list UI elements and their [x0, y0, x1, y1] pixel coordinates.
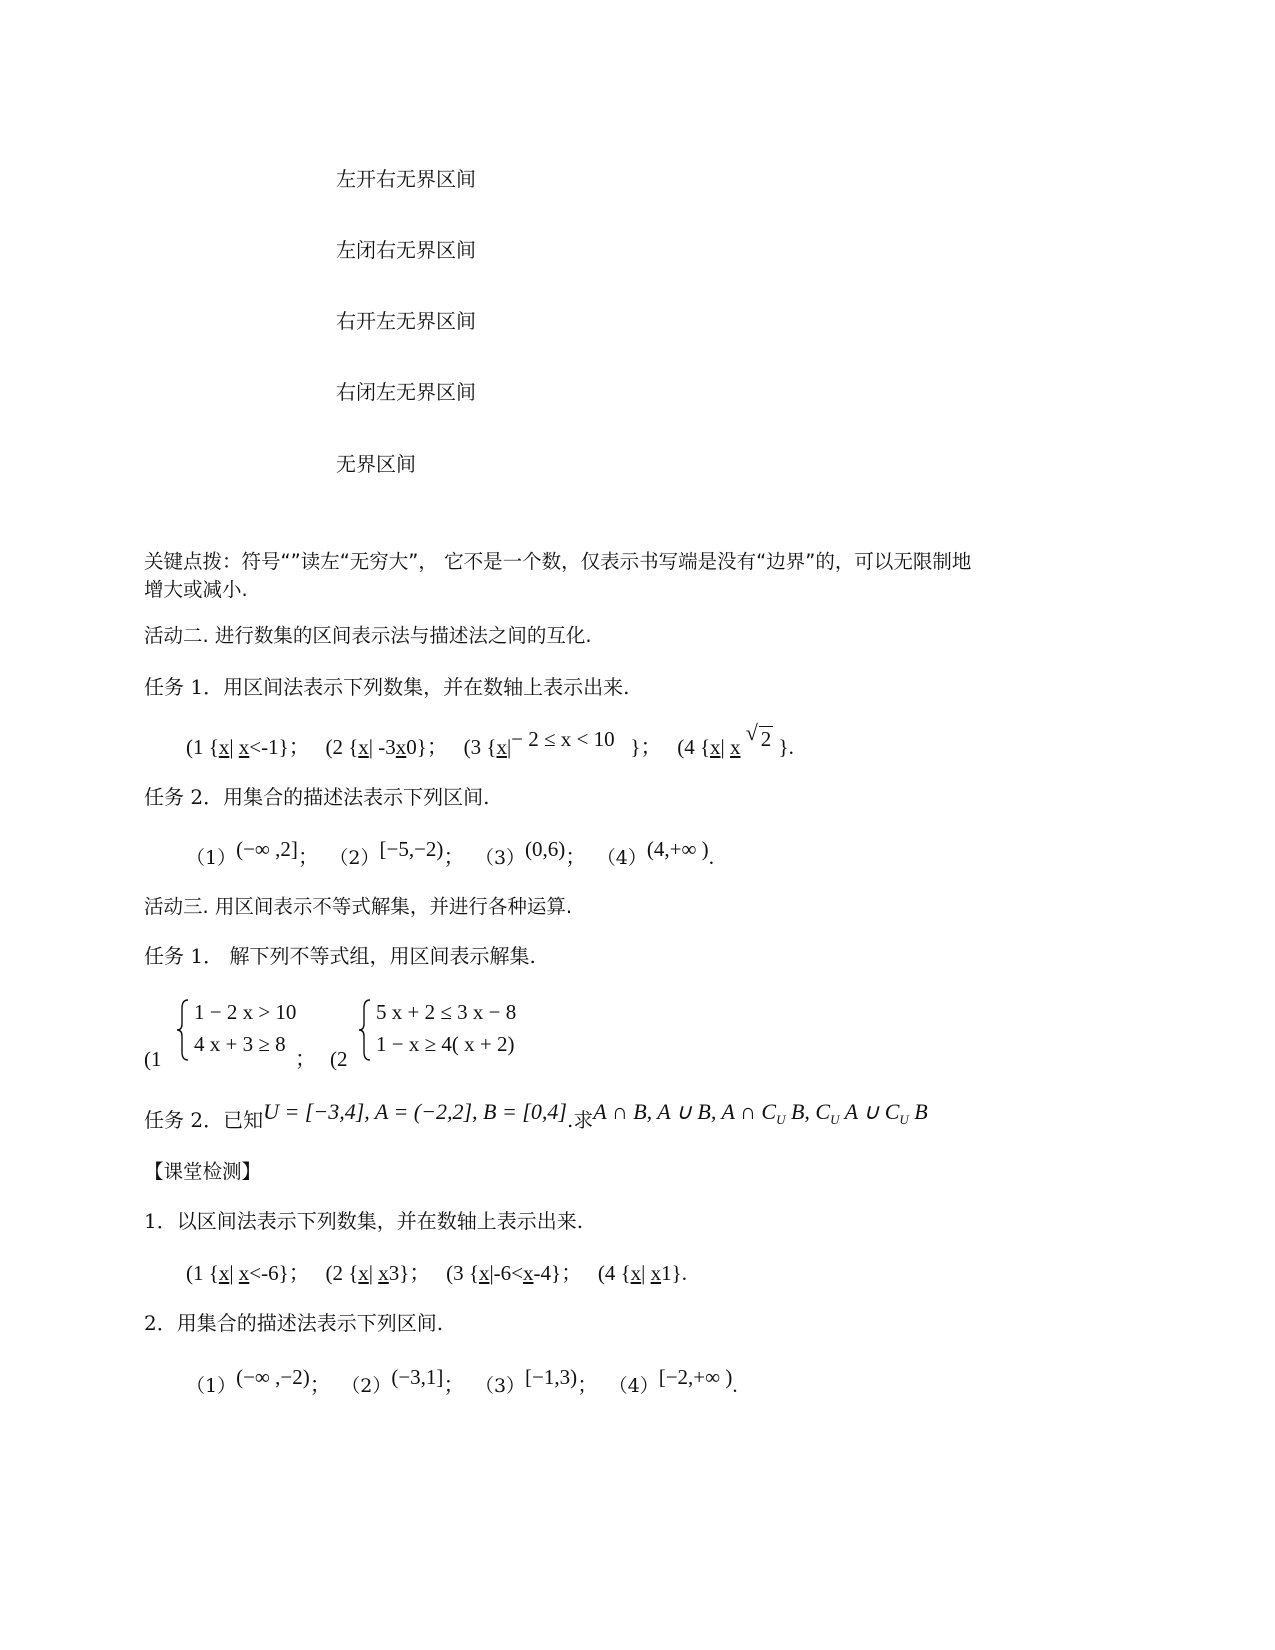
set-operations: A ∩ B, A ∪ B, A ∩ $C_U$ B, $C_U$ A ∪ $C_U$ B: [593, 1099, 928, 1127]
key-point-line-2: 增大或减小.: [144, 578, 248, 601]
interval-type-3: 右开左无界区间: [336, 309, 476, 333]
interval-type-2: 左闭右无界区间: [336, 238, 476, 262]
activity2-task1-title: 任务 1．用区间法表示下列数集，并在数轴上表示出来.: [144, 675, 630, 699]
inequality-system-2: 5 x + 2 ≤ 3 x − 8 1 − x ≥ 4( x + 2): [358, 998, 538, 1062]
system-separator: ；: [295, 1047, 316, 1071]
interval-type-5: 无界区间: [336, 452, 416, 476]
classroom-q2-title: 2．用集合的描述法表示下列区间.: [144, 1311, 444, 1335]
activity2-title: 活动二. 进行数集的区间表示法与描述法之间的互化.: [144, 624, 592, 647]
left-brace-icon: [358, 998, 372, 1062]
activity3-title: 活动三. 用区间表示不等式解集，并进行各种运算.: [144, 895, 573, 918]
inequality-system-1: 1 − 2 x > 10 4 x + 3 ≥ 8: [176, 998, 306, 1062]
key-point-line-1: 关键点拨：符号“”读左“无穷大”， 它不是一个数，仅表示书写端是没有“边界”的，可以无限制地: [144, 550, 972, 573]
sqrt-two: √ 2: [745, 720, 772, 751]
classroom-q1-items: (1 {x| x<-6}； (2 {x| x3}； (3 {x|-6<x-4}； (4 {x| x1}.: [186, 1261, 687, 1285]
system-label-1: (1: [144, 1047, 162, 1071]
activity2-task2-items: （1）(−∞ ,2]； （2）[−5,−2)； （3）(0,6)； （4）(4,+∞ ).: [186, 837, 714, 869]
interval-type-4: 右闭左无界区间: [336, 380, 476, 404]
activity3-task1-title: 任务 1． 解下列不等式组，用区间表示解集.: [144, 944, 536, 968]
classroom-q1-title: 1．以区间法表示下列数集，并在数轴上表示出来.: [144, 1209, 584, 1233]
classroom-q2-items: （1）(−∞ ,−2)； （2）(−3,1]； （3）[−1,3)； （4）[−2,+∞ ).: [186, 1365, 738, 1397]
activity3-task2: 任务 2．已知U = [−3,4], A = (−2,2], B = [0,4].求A ∩ B, A ∪ B, A ∩ $C_U$ B, $C_U$ A ∪ $C_U$ B: [144, 1099, 928, 1132]
inequality-math: − 2 ≤ x < 10: [511, 727, 615, 751]
activity2-task2-title: 任务 2．用集合的描述法表示下列区间.: [144, 785, 490, 809]
classroom-check-title: 【课堂检测】: [144, 1160, 262, 1183]
interval-type-1: 左开右无界区间: [336, 167, 476, 191]
activity2-task1-items: (1 {x| x<-1}； (2 {x| -3x0}； (3 {x|− 2 ≤ x < 10 }； (4 {x| x √ 2 }.: [186, 720, 794, 759]
system-label-2: (2: [330, 1047, 348, 1071]
left-brace-icon: [176, 998, 190, 1062]
